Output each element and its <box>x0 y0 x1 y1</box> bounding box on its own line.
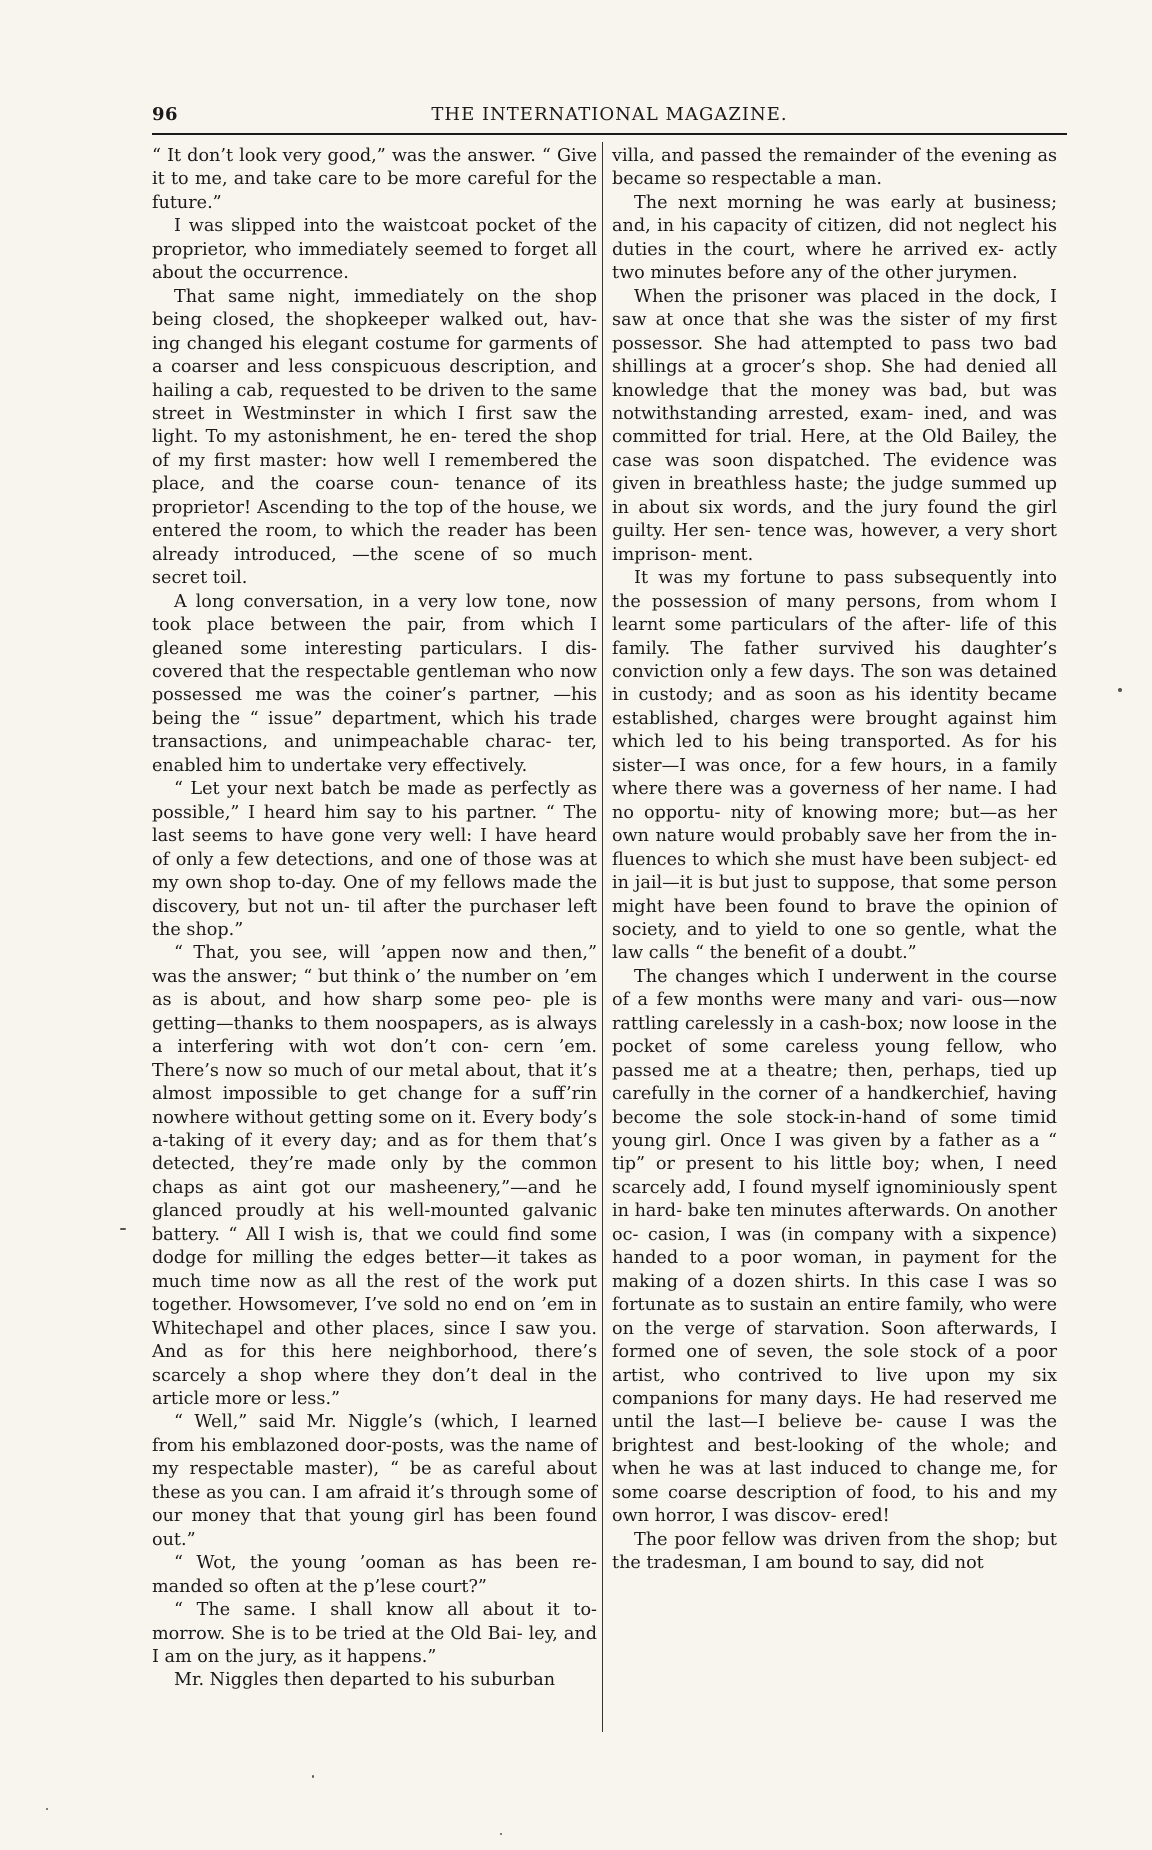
paragraph: It was my fortune to pass subsequently into the possession of many persons, from whom I learnt some particulars of the after- life of this family. The father survived his daughter’s conviction only a few days. The son was detained in custody; and as soon as his identity became established, charges were brought against him which led to his being transported. As for his sister—I was once, for a few hours, in a family where there was a governess of her name. I had no opportu- nity of knowing more; but—as her own nature would probably save her from the in- fluences to which she must have been subject- ed in jail—it is but just to suppose, that some person might have been found to brave the opinion of society, and to yield to one so gentle, what the law calls “ the benefit of a doubt.” <box>612 568 1057 964</box>
paragraph: That same night, immediately on the shop being closed, the shopkeeper walked out, hav- ing changed his elegant costume for garments of a coarser and less conspicuous description, and hailing a cab, requested to be driven to the same street in Westminster in which I first saw the light. To my astonishment, he en- tered the shop of my first master: how well I remembered the place, and the coarse coun- tenance of its proprietor! Ascending to the top of the house, we entered the room, to which the reader has been already introduced, —the scene of so much secret toil. <box>152 286 597 589</box>
paragraph: A long conversation, in a very low tone, now took place between the pair, from which I gleaned some interesting particulars. I dis- covered that the respectable gentleman who now possessed me was the coiner’s partner, —his being the “ issue” department, which his trade transactions, and unimpeachable charac- ter, enabled him to undertake very effectively. <box>152 591 597 776</box>
paragraph: “ Let your next batch be made as perfectly as possible,” I heard him say to his partner. “ The last seems to have gone very well: I have heard of only a few detections, and one of those was at my own shop to-day. One of my fellows made the discovery, but not un- til after the purchaser left the shop.” <box>152 779 597 940</box>
paragraph: When the prisoner was placed in the dock, I saw at once that she was the sister of my first possessor. She had attempted to pass two bad shillings at a grocer’s shop. She had denied all knowledge that the money was bad, but was notwithstanding arrested, exam- ined, and was committed for trial. Here, at the Old Bailey, the case was soon dispatched. The evidence was given in breathless haste; the judge summed up in about six words, and the jury found the girl guilty. Her sen- tence was, however, a very short imprison- ment. <box>612 286 1057 565</box>
paragraph: Mr. Niggles then departed to his suburban <box>174 1670 556 1691</box>
paragraph: “ It don’t look very good,” was the answer. “ Give it to me, and take care to be more careful for the future.” <box>152 146 597 213</box>
paragraph: The changes which I underwent in the course of a few months were many and vari- ous—now rattling carelessly in a cash-box; now loose in the pocket of some careless young fellow, who passed me at a theatre; then, perhaps, tied up carefully in the corner of a handkerchief, having become the sole stock-in-hand of some timid young girl. Once I was given by a father as a “ tip” or present to his little boy; when, I need scarcely add, I found myself ignominiously spent in hard- bake ten minutes afterwards. On another oc- casion, I was (in company with a sixpence) handed to a poor woman, in payment for the making of a dozen shirts. In this case I was so fortunate as to sustain an entire family, who were on the verge of starvation. Soon afterwards, I formed one of seven, the sole stock of a poor artist, who contrived to live upon my six companions for many days. He had reserved me until the last—I believe be- cause I was the brightest and best-looking of the whole; and when he was at last induced to change me, for some coarse description of food, to his and my own horror, I was discov- ered! <box>612 966 1057 1527</box>
page-header <box>152 104 1067 130</box>
ink-speck <box>120 1228 126 1230</box>
column-divider <box>602 142 603 1732</box>
paragraph: “ Well,” said Mr. Niggle’s (which, I learned from his emblazoned door-posts, was the name of my respectable master), “ be as careful about these as you can. I am afraid it’s through some of our money that that young girl has been found out.” <box>152 1412 597 1550</box>
paragraph: “ That, you see, will ’appen now and then,” was the answer; “ but think o’ the number on ’em as is about, and how sharp some peo- ple is getting—thanks to them noospapers, as is always a interfering with wot don’t con- cern ’em. There’s now so much of our metal about, that it’s almost impossible to get change for a suff’rin nowhere without getting some on it. Every body’s a-taking of it every day; and as for them that’s detected, they’re made only by the common chaps as aint got our masheenery,”—and he glanced proudly at his well-mounted galvanic battery. “ All I wish is, that we could find some dodge for milling the edges better—it takes as much time now as all the rest of the work put together. Howsomever, I’ve sold no end on ’em in Whitechapel and other places, since I saw you. And as for this here neighborhood, there’s scarcely a shop where they don’t deal in the article more or less.” <box>152 943 597 1410</box>
paragraph: I was slipped into the waistcoat pocket of the proprietor, who immediately seemed to forget all about the occurrence. <box>152 216 597 284</box>
paragraph: “ The same. I shall know all about it to- morrow. She is to be tried at the Old Bai- ley, and I am on the jury, as it happens.” <box>152 1600 597 1667</box>
ink-speck <box>312 1775 314 1778</box>
paragraph: The poor fellow was driven from the shop; but the tradesman, I am bound to say, did not <box>612 1529 1057 1574</box>
header-rule <box>152 133 1067 135</box>
page-number: 96 <box>152 104 179 125</box>
right-column <box>612 145 1057 1576</box>
paragraph: The next morning he was early at business; and, in his capacity of citizen, did not neglect his duties in the court, where he arrived ex- actly two minutes before any of the other jurymen. <box>612 192 1057 284</box>
left-column <box>152 145 597 1693</box>
ink-speck <box>46 1808 48 1810</box>
running-head: THE INTERNATIONAL MAGAZINE. <box>431 104 788 125</box>
ink-speck <box>500 1833 502 1835</box>
ink-speck <box>1118 688 1122 692</box>
paragraph: “ Wot, the young ’ooman as has been re- manded so often at the p’lese court?” <box>152 1553 597 1597</box>
paragraph: villa, and passed the remainder of the evening as became so respectable a man. <box>612 146 1057 190</box>
